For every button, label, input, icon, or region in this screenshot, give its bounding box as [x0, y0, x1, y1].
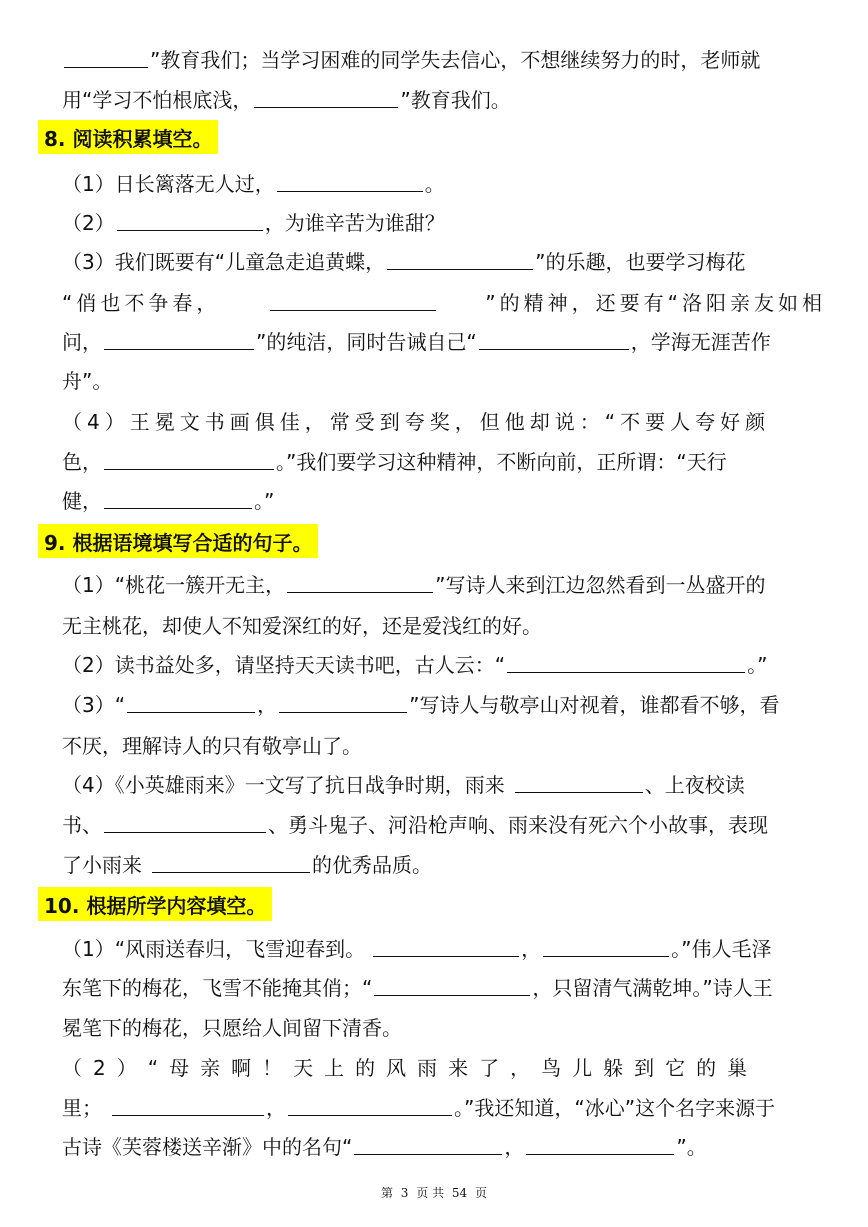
answer-blank[interactable] [104, 331, 254, 350]
text: 、上夜校读 [644, 772, 745, 797]
text: 。”我们要学习这种精神，不断向前，正所谓：“天行 [276, 449, 727, 474]
question-line [62, 405, 826, 435]
text: （3）“ [62, 692, 126, 717]
section-heading-9: 9. 根据语境填写合适的句子。 [38, 524, 318, 558]
answer-blank[interactable] [152, 854, 310, 873]
question-line [62, 609, 826, 639]
footer-text: 页 共 [416, 1186, 445, 1200]
answer-blank[interactable] [354, 1136, 502, 1155]
answer-blank[interactable] [270, 292, 436, 311]
answer-blank[interactable] [117, 212, 263, 231]
text: ”。 [676, 1134, 707, 1159]
footer-text: 页 [475, 1186, 488, 1200]
text: ，学海无涯苦作 [630, 329, 771, 354]
text-line [62, 83, 826, 113]
question-line [62, 364, 826, 394]
text: 。” [254, 488, 275, 513]
text: 用“学习不怕根底浅， [62, 87, 253, 112]
text: 里； [62, 1095, 102, 1120]
answer-blank[interactable] [104, 490, 252, 509]
text: 无主桃花，却使人不知爱深红的好，还是爱浅红的好。 [62, 613, 542, 638]
text: ， [504, 1134, 525, 1159]
text: ”写诗人来到江边忽然看到一丛盛开的 [435, 572, 766, 597]
text: ， [257, 692, 278, 717]
text: （2） [62, 210, 115, 235]
text: 的优秀品质。 [312, 852, 432, 877]
answer-blank[interactable] [64, 49, 148, 68]
question-line [62, 484, 826, 514]
section-heading-10: 10. 根据所学内容填空。 [38, 887, 272, 921]
text: 色， [62, 449, 102, 474]
text: （3）我们既要有“儿童急走追黄蝶， [62, 249, 386, 274]
answer-blank[interactable] [374, 977, 530, 996]
answer-blank[interactable] [279, 694, 407, 713]
text: ”教育我们；当学习困难的同学失去信心，不想继续努力的时，老师就 [150, 47, 761, 72]
question-line [62, 971, 826, 1001]
text: 古诗《芙蓉楼送辛渐》中的名句“ [62, 1134, 353, 1159]
question-line [62, 848, 826, 878]
text: 。”我还知道，“冰心”这个名字来源于 [454, 1095, 776, 1120]
text: （2）“母亲啊！天上的风雨来了，鸟儿躲到它的巢 [62, 1055, 759, 1080]
question-line [62, 245, 826, 275]
answer-blank[interactable] [277, 173, 423, 192]
answer-blank[interactable] [104, 814, 266, 833]
text: 东笔下的梅花，飞雪不能掩其俏；“ [62, 975, 373, 1000]
answer-blank[interactable] [127, 694, 255, 713]
question-line [62, 1051, 826, 1081]
answer-blank[interactable] [373, 938, 519, 957]
question-line [62, 729, 826, 759]
page-number: 3 [400, 1186, 409, 1200]
text: 了小雨来 [62, 852, 142, 877]
text: 。”伟人毛泽 [671, 936, 772, 961]
section-heading-8: 8. 阅读积累填空。 [38, 120, 218, 154]
text: ，为谁辛苦为谁甜？ [264, 210, 445, 235]
answer-blank[interactable] [254, 89, 398, 108]
text: ， [521, 936, 542, 961]
answer-blank[interactable] [387, 251, 533, 270]
text: 。 [424, 171, 445, 196]
text: （1）“风雨送春归，飞雪迎春到。 [62, 936, 366, 961]
text: ”的纯洁，同时告诫自己“ [256, 329, 477, 354]
text: ”的精神，还要有“洛阳亲友如相 [485, 290, 826, 315]
answer-blank[interactable] [288, 1097, 452, 1116]
footer-text: 第 [380, 1186, 393, 1200]
question-line [62, 445, 826, 475]
question-line [62, 1091, 826, 1121]
text: （1）“桃花一簇开无主， [62, 572, 286, 597]
text: （1）日长篱落无人过， [62, 171, 275, 196]
text: 书、 [62, 812, 102, 837]
text: 。” [747, 652, 768, 677]
question-line [62, 1130, 826, 1160]
text: （2）读书益处多，请坚持天天读书吧，古人云：“ [62, 652, 506, 677]
text: ，只留清气满乾坤。”诗人王 [532, 975, 773, 1000]
question-line [62, 808, 826, 838]
answer-blank[interactable] [479, 331, 629, 350]
answer-blank[interactable] [543, 938, 669, 957]
answer-blank[interactable] [526, 1136, 674, 1155]
answer-blank[interactable] [112, 1097, 264, 1116]
question-line [62, 688, 826, 718]
text: “俏也不争春， [62, 290, 221, 315]
total-pages: 54 [451, 1186, 468, 1200]
text: 冕笔下的梅花，只愿给人间留下清香。 [62, 1015, 402, 1040]
question-line [62, 325, 826, 355]
answer-blank[interactable] [104, 451, 274, 470]
text: 不厌，理解诗人的只有敬亭山了。 [62, 733, 362, 758]
text: ”的乐趣，也要学习梅花 [535, 249, 746, 274]
page-footer [0, 1184, 868, 1201]
text: （4）王冕文书画俱佳，常受到夸奖，但他却说：“不要人夸好颜 [62, 409, 771, 434]
text: 舟”。 [62, 368, 113, 393]
text: 健， [62, 488, 102, 513]
question-line [62, 206, 826, 236]
text: （4）《小英雄雨来》一文写了抗日战争时期，雨来 [62, 772, 505, 797]
question-line [62, 768, 826, 798]
question-line [62, 286, 826, 316]
text: 、勇斗鬼子、河沿枪声响、雨来没有死六个小故事，表现 [268, 812, 768, 837]
answer-blank[interactable] [515, 774, 643, 793]
question-line [62, 648, 826, 678]
answer-blank[interactable] [507, 654, 745, 673]
question-line [62, 932, 826, 962]
question-line [62, 1011, 826, 1041]
text: 问， [62, 329, 102, 354]
text: ”教育我们。 [400, 87, 511, 112]
question-line [62, 167, 826, 197]
text: ， [266, 1095, 286, 1120]
answer-blank[interactable] [287, 574, 433, 593]
question-line [62, 568, 826, 598]
text: ”写诗人与敬亭山对视着，谁都看不够，看 [409, 692, 780, 717]
text-line [62, 43, 826, 73]
